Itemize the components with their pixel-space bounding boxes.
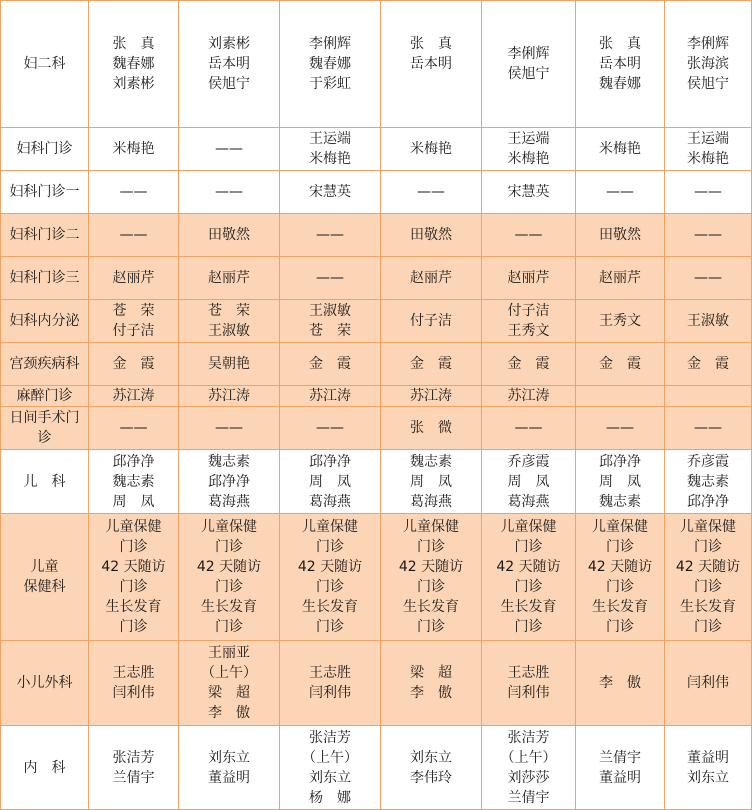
duty-cell: 赵丽芹 (89, 257, 179, 300)
schedule-row (1, 407, 752, 450)
duty-cell: —— (280, 407, 381, 450)
duty-cell: 张洁芳 （上午） 刘莎莎 兰倩宇 (482, 726, 576, 810)
schedule-row (1, 514, 752, 641)
duty-cell: 兰倩宇 董益明 (576, 726, 665, 810)
duty-cell: 宋慧英 (482, 171, 576, 214)
schedule-row (1, 128, 752, 171)
duty-cell: 米梅艳 (89, 128, 179, 171)
duty-cell: 王运端 米梅艳 (665, 128, 752, 171)
duty-cell: 儿童保健 门诊 42 天随访 门诊 生长发育 门诊 (482, 514, 576, 641)
duty-cell: —— (280, 257, 381, 300)
duty-cell: —— (89, 214, 179, 257)
duty-cell (576, 386, 665, 407)
schedule-row (1, 450, 752, 514)
duty-cell: —— (576, 407, 665, 450)
department-name: 妇科门诊三 (1, 257, 89, 300)
duty-cell: 李俐辉 张海滨 侯旭宁 (665, 1, 752, 128)
duty-cell: 王秀文 (576, 300, 665, 343)
duty-cell: 苏江涛 (381, 386, 482, 407)
duty-cell: 儿童保健 门诊 42 天随访 门诊 生长发育 门诊 (179, 514, 280, 641)
schedule-row (1, 726, 752, 810)
schedule-body (1, 1, 752, 810)
schedule-row (1, 171, 752, 214)
duty-cell: 董益明 刘东立 (665, 726, 752, 810)
duty-cell: 张洁芳 兰倩宇 (89, 726, 179, 810)
department-name: 宫颈疾病科 (1, 343, 89, 386)
duty-cell: 王淑敏 (665, 300, 752, 343)
duty-cell: 儿童保健 门诊 42 天随访 门诊 生长发育 门诊 (665, 514, 752, 641)
department-name: 日间手术门诊 (1, 407, 89, 450)
duty-cell: 田敬然 (179, 214, 280, 257)
department-name: 儿 科 (1, 450, 89, 514)
duty-cell: 王志胜 闫利伟 (280, 641, 381, 726)
duty-cell: 金 霞 (381, 343, 482, 386)
duty-cell: 金 霞 (482, 343, 576, 386)
duty-cell: 张洁芳 （上午） 刘东立 杨 娜 (280, 726, 381, 810)
duty-cell: 儿童保健 门诊 42 天随访 门诊 生长发育 门诊 (89, 514, 179, 641)
duty-cell: 金 霞 (89, 343, 179, 386)
department-name: 妇科门诊二 (1, 214, 89, 257)
duty-cell: —— (381, 171, 482, 214)
duty-cell: 宋慧英 (280, 171, 381, 214)
duty-cell: 王志胜 闫利伟 (482, 641, 576, 726)
schedule-row (1, 300, 752, 343)
duty-cell: —— (665, 214, 752, 257)
duty-cell: 苍 荣 付子洁 (89, 300, 179, 343)
duty-cell: —— (280, 214, 381, 257)
duty-cell: —— (482, 407, 576, 450)
duty-cell: 米梅艳 (381, 128, 482, 171)
duty-cell: 金 霞 (280, 343, 381, 386)
duty-cell: 李俐辉 魏春娜 于彩虹 (280, 1, 381, 128)
duty-cell: 张 真 岳本明 (381, 1, 482, 128)
duty-cell: 张 微 (381, 407, 482, 450)
duty-cell: 苏江涛 (179, 386, 280, 407)
duty-cell: 邱净净 周 凤 葛海燕 (280, 450, 381, 514)
duty-cell: 苍 荣 王淑敏 (179, 300, 280, 343)
department-name: 儿童 保健科 (1, 514, 89, 641)
schedule-row (1, 257, 752, 300)
duty-cell: 苏江涛 (482, 386, 576, 407)
duty-cell: —— (89, 407, 179, 450)
duty-cell: 王运端 米梅艳 (280, 128, 381, 171)
duty-cell: 魏志素 周 凤 葛海燕 (381, 450, 482, 514)
duty-cell: —— (179, 171, 280, 214)
duty-cell: 王丽亚 （上午） 梁 超 李 傲 (179, 641, 280, 726)
duty-cell: 王运端 米梅艳 (482, 128, 576, 171)
duty-cell: —— (179, 128, 280, 171)
duty-cell: 儿童保健 门诊 42 天随访 门诊 生长发育 门诊 (280, 514, 381, 641)
duty-cell: 闫利伟 (665, 641, 752, 726)
duty-cell: 李 傲 (576, 641, 665, 726)
duty-cell: 乔彦霞 周 凤 葛海燕 (482, 450, 576, 514)
duty-cell: 付子洁 王秀文 (482, 300, 576, 343)
schedule-row (1, 641, 752, 726)
duty-cell: 邱净净 周 凤 魏志素 (576, 450, 665, 514)
duty-cell: 田敬然 (576, 214, 665, 257)
duty-cell: 刘素彬 岳本明 侯旭宁 (179, 1, 280, 128)
duty-cell: 梁 超 李 傲 (381, 641, 482, 726)
schedule-row (1, 343, 752, 386)
duty-cell: 刘东立 董益明 (179, 726, 280, 810)
duty-cell: 儿童保健 门诊 42 天随访 门诊 生长发育 门诊 (576, 514, 665, 641)
duty-cell: 邱净净 魏志素 周 凤 (89, 450, 179, 514)
duty-cell: 苏江涛 (89, 386, 179, 407)
department-name: 麻醉门诊 (1, 386, 89, 407)
department-name: 妇二科 (1, 1, 89, 128)
duty-cell: 田敬然 (381, 214, 482, 257)
duty-cell: 赵丽芹 (381, 257, 482, 300)
duty-cell: 乔彦霞 魏志素 邱净净 (665, 450, 752, 514)
duty-cell: 刘东立 李伟玲 (381, 726, 482, 810)
duty-cell: 金 霞 (576, 343, 665, 386)
duty-cell: 赵丽芹 (576, 257, 665, 300)
schedule-row (1, 386, 752, 407)
duty-cell: 李俐辉 侯旭宁 (482, 1, 576, 128)
duty-cell: 赵丽芹 (179, 257, 280, 300)
duty-cell: —— (179, 407, 280, 450)
duty-cell: 苏江涛 (280, 386, 381, 407)
department-name: 妇科门诊一 (1, 171, 89, 214)
duty-cell: 吴朝艳 (179, 343, 280, 386)
duty-cell: —— (665, 257, 752, 300)
department-name: 妇科内分泌 (1, 300, 89, 343)
department-name: 小儿外科 (1, 641, 89, 726)
duty-cell: 魏志素 邱净净 葛海燕 (179, 450, 280, 514)
duty-cell: 金 霞 (665, 343, 752, 386)
department-name: 内 科 (1, 726, 89, 810)
duty-cell: —— (482, 214, 576, 257)
schedule-row (1, 1, 752, 128)
duty-cell: —— (665, 171, 752, 214)
duty-cell: 王淑敏 苍 荣 (280, 300, 381, 343)
duty-cell: 米梅艳 (576, 128, 665, 171)
duty-cell: 儿童保健 门诊 42 天随访 门诊 生长发育 门诊 (381, 514, 482, 641)
duty-cell: 张 真 魏春娜 刘素彬 (89, 1, 179, 128)
duty-cell: 张 真 岳本明 魏春娜 (576, 1, 665, 128)
duty-cell: —— (665, 407, 752, 450)
schedule-row (1, 214, 752, 257)
duty-cell: 王志胜 闫利伟 (89, 641, 179, 726)
duty-cell: 赵丽芹 (482, 257, 576, 300)
duty-cell: —— (89, 171, 179, 214)
department-name: 妇科门诊 (1, 128, 89, 171)
duty-cell (665, 386, 752, 407)
duty-cell: 付子洁 (381, 300, 482, 343)
duty-cell: —— (576, 171, 665, 214)
